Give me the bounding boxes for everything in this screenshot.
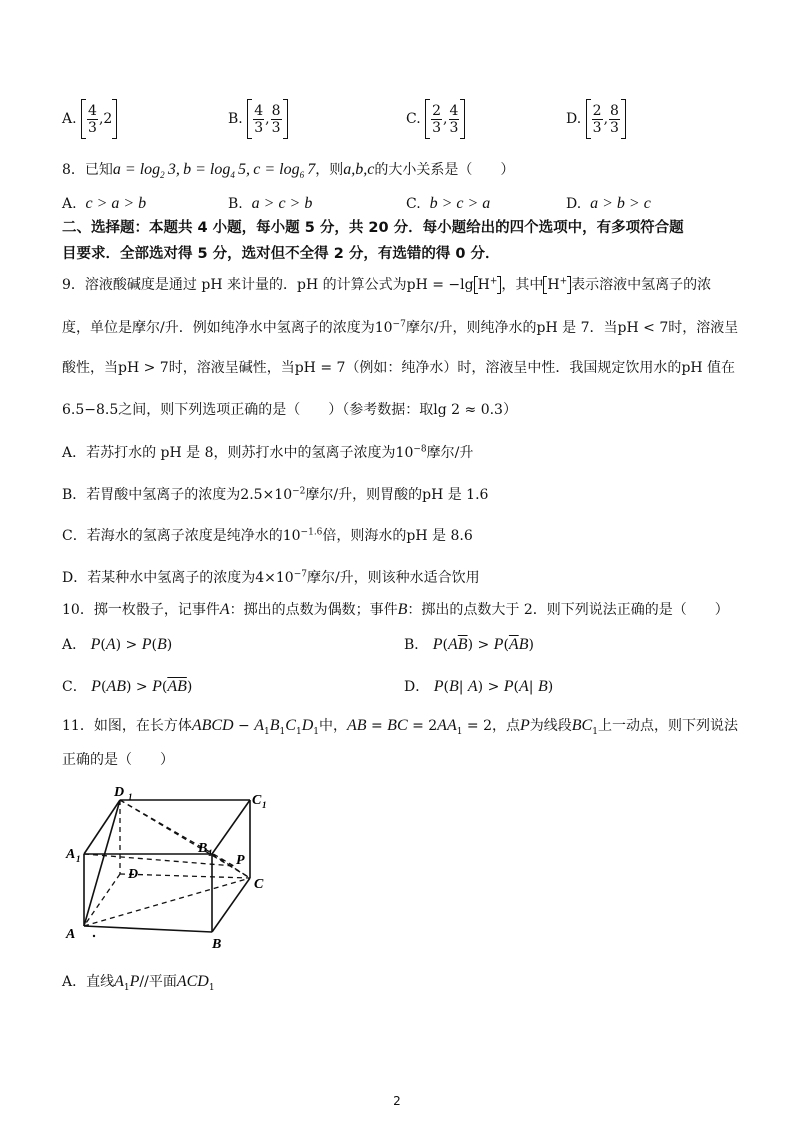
section-heading-line1: 二、选择题：本题共 4 小题，每小题 5 分，共 20 分．每小题给出的四个选项中，有多项符合题 — [62, 220, 684, 236]
q11-line2: 正确的是（ ） — [62, 752, 174, 768]
label-d1: D — [114, 785, 125, 800]
denominator: 3 — [271, 119, 281, 136]
q10-text: ：掷出的点数大于 2．则下列说法正确的是（ ） — [407, 602, 729, 618]
numerator: 8 — [271, 102, 281, 119]
denominator: 3 — [592, 119, 602, 136]
q9-text: 值在 — [702, 360, 736, 376]
q11-option-a: A．直线$A_1P//$平面$ACD_1$ — [62, 973, 215, 993]
q7-option-a — [62, 98, 117, 140]
q10-option-c: C． $P(AB) > P(\overline{AB})$ — [62, 678, 193, 695]
denominator: 3 — [88, 119, 97, 136]
section-heading-line2: 目要求．全部选对得 5 分，选对但不全得 2 分，有选错的得 0 分． — [62, 246, 500, 262]
q10-option-a: A． P(A) > P(B) — [62, 636, 173, 653]
numerator: 8 — [610, 102, 619, 119]
label-p: P — [236, 853, 245, 868]
q8-option-c — [406, 194, 490, 214]
q9-option-b: B．若胃酸中氢离子的浓度为$2.5\times 10^{-2}$摩尔/升，则胃酸的pH 是 1.6 — [62, 486, 489, 503]
label-c1-sub: 1 — [262, 800, 267, 810]
segment — [84, 800, 120, 926]
label-d1-sub: 1 — [128, 792, 133, 802]
q8-option-a — [62, 194, 146, 214]
q8-option-d — [566, 194, 651, 214]
q9-text: 之间，则下列选项正确的是（ ）（参考数据：取 — [118, 402, 434, 418]
q10-text: ：掷出的点数为偶数；事件 — [229, 602, 398, 618]
q7-option-d — [566, 98, 626, 140]
q9-option-d: D．若某种水中氢离子的浓度为$4\times 10^{-7}$摩尔/升，则该种水适合饮用 — [62, 569, 480, 586]
q8-formula-a: a = log — [112, 161, 161, 178]
option-text: 是 8.6 — [427, 528, 473, 544]
q9-line4: 6.5−8.5之间，则下列选项正确的是（ ）（参考数据：取lg 2 ≈ 0.3） — [62, 402, 517, 418]
q11-text: 为线段 — [529, 718, 572, 734]
option-label: C. — [406, 196, 421, 212]
interval — [81, 99, 117, 139]
q11-stem: 11．如图，在长方体ABCD − $A_1B_1C_1D_1$中，AB = BC = $2AA_1 = 2$，点P为线段$BC_1$上一动点，则下列说法 — [62, 717, 738, 737]
numerator: 2 — [432, 102, 442, 119]
q7-option-c — [406, 98, 465, 140]
q9-formula: pH = −lg — [406, 277, 474, 293]
label-a1: A — [66, 847, 76, 862]
q9-text: ） — [502, 402, 517, 418]
denominator: 3 — [449, 119, 459, 136]
option-label: A. — [62, 111, 77, 127]
h-ion-bracket: H+ — [543, 276, 571, 294]
option-text: A．直线 — [62, 974, 115, 990]
label-d: D — [128, 867, 139, 882]
option-expr: a > c > b — [251, 195, 313, 212]
option-label: B. — [228, 196, 243, 212]
label-a1-sub: 1 — [76, 854, 81, 864]
q10-stem: 10．掷一枚骰子，记事件A：掷出的点数为偶数；事件B：掷出的点数大于 2．则下列说法正确的是（ ） — [62, 601, 729, 618]
q11-text: 上一动点，则下列说法 — [597, 718, 738, 734]
label-c: C — [254, 877, 264, 892]
numerator: 4 — [254, 102, 264, 119]
q9-text: 酸性，当 — [62, 360, 118, 376]
option-expr: c > a > b — [85, 195, 147, 212]
q9-text: 表示溶液中氢离子的浓 — [571, 277, 712, 293]
q9-line2: 度，单位是摩尔/升．例如纯净水中氢离子的浓度为$10^{-7}$摩尔/升，则纯净水的pH 是 7．当pH < 7时，溶液呈 — [62, 319, 739, 336]
denominator: 3 — [432, 119, 442, 136]
edge — [212, 878, 250, 932]
hidden-segment — [120, 800, 234, 866]
option-label: A． — [62, 637, 87, 653]
edge — [212, 800, 250, 854]
label-a: A — [66, 927, 76, 942]
option-label: D. — [566, 196, 582, 212]
h-ion-bracket: H+ — [474, 276, 502, 294]
q9-text: 时，溶液呈碱性，当 — [168, 360, 295, 376]
edge — [84, 926, 212, 932]
denominator: 3 — [254, 119, 264, 136]
q10-text: 10．掷一枚骰子，记事件 — [62, 602, 220, 618]
q9-text: 度，单位是摩尔/升．例如纯净水中氢离子的浓度为 — [62, 320, 375, 336]
hidden-edge — [120, 874, 250, 878]
option-expr: b > c > a — [429, 195, 491, 212]
q11-text: 中， — [318, 718, 347, 734]
q9-text: ，其中 — [501, 277, 544, 293]
label-b: B — [212, 937, 222, 952]
interval: $\frac{2}{3}$ , $\frac{4}{3}$ — [425, 99, 465, 139]
label-b1-sub: 1 — [208, 848, 213, 858]
q9-option-c: C．若海水的氢离子浓度是纯净水的$10^{-1.6}$倍，则海水的pH 是 8.6 — [62, 527, 473, 544]
denominator: 3 — [610, 119, 619, 136]
q8-number: 8．已知 — [62, 162, 113, 178]
option-text: 平面 — [148, 974, 177, 990]
option-label: A. — [62, 196, 77, 212]
interval-rest: ,2 — [98, 111, 113, 127]
q9-line1 — [62, 275, 711, 295]
option-text: 摩尔/升，则该种水适合饮用 — [306, 570, 480, 586]
option-label: B. — [228, 111, 243, 127]
option-text: B．若胃酸中氢离子的浓度为 — [62, 487, 241, 503]
q9-text: 摩尔/升，则纯净水的 — [405, 320, 537, 336]
numerator: 4 — [449, 102, 459, 119]
q8-stem-text: ，则 — [315, 162, 344, 178]
q11-text: 11．如图，在长方体 — [62, 718, 192, 734]
option-label: D． — [404, 679, 430, 695]
option-label: C． — [62, 679, 87, 695]
hidden-edge — [84, 874, 120, 926]
q9-range: 6.5−8.5 — [62, 402, 119, 418]
q10-option-d: D． P(B| A) > P(A| B) — [404, 678, 554, 695]
option-label: C. — [406, 111, 421, 127]
q7-option-b — [228, 98, 288, 140]
q8-option-b — [228, 194, 312, 214]
q9-option-a: A．若苏打水的 pH 是 8，则苏打水中的氢离子浓度为$10^{-8}$摩尔/升 — [62, 444, 474, 461]
q8-stem-end: 的大小关系是（ ） — [374, 162, 515, 178]
option-text: 是 1.6 — [443, 487, 489, 503]
q10-option-b: B． $P(A\overline{B}) > P(\overline{A}B)$ — [404, 636, 534, 653]
q9-line3: 酸性，当pH > 7时，溶液呈碱性，当pH = 7（例如：纯净水）时，溶液呈中性．我国规定饮用水的pH 值在 — [62, 360, 736, 376]
hidden-segment — [84, 878, 250, 926]
option-label: D. — [566, 111, 582, 127]
cuboid-figure — [62, 782, 282, 952]
numerator: 4 — [88, 102, 97, 119]
q8-vars: a,b,c — [343, 161, 375, 178]
label-c1: C — [252, 793, 262, 808]
option-text: 摩尔/升，则胃酸的 — [305, 487, 423, 503]
edge — [84, 800, 120, 854]
dot — [93, 935, 95, 937]
option-text: 摩尔/升 — [426, 445, 474, 461]
option-text: D．若某种水中氢离子的浓度为 — [62, 570, 256, 586]
label-b1: B — [198, 841, 208, 856]
option-expr: a > b > c — [590, 195, 651, 212]
page-number: 2 — [393, 1094, 401, 1108]
interval: $\frac{2}{3}$ , $\frac{8}{3}$ — [586, 99, 626, 139]
option-text: A．若苏打水的 pH 是 8，则苏打水中的氢离子浓度为 — [62, 445, 396, 461]
q9-text: 是 7．当 — [557, 320, 618, 336]
interval: $\frac{4}{3}$ , $\frac{8}{3}$ — [247, 99, 287, 139]
option-text: 倍，则海水的 — [322, 528, 407, 544]
option-text: C．若海水的氢离子浓度是纯净水的 — [62, 528, 283, 544]
option-label: B． — [404, 637, 429, 653]
numerator: 2 — [592, 102, 602, 119]
q9-text: 时，溶液呈 — [668, 320, 739, 336]
q11-text: ，点 — [492, 718, 520, 734]
q9-text: 9．溶液酸碱度是通过 pH 来计量的．pH 的计算公式为 — [62, 277, 407, 293]
q9-text: （例如：纯净水）时，溶液呈中性．我国规定饮用水的 — [345, 360, 682, 376]
q8-formula: $a = \log_2 3$, $b = \log_4 5$, $c = \log_6 7$ — [112, 161, 316, 181]
q8-stem — [62, 160, 514, 180]
